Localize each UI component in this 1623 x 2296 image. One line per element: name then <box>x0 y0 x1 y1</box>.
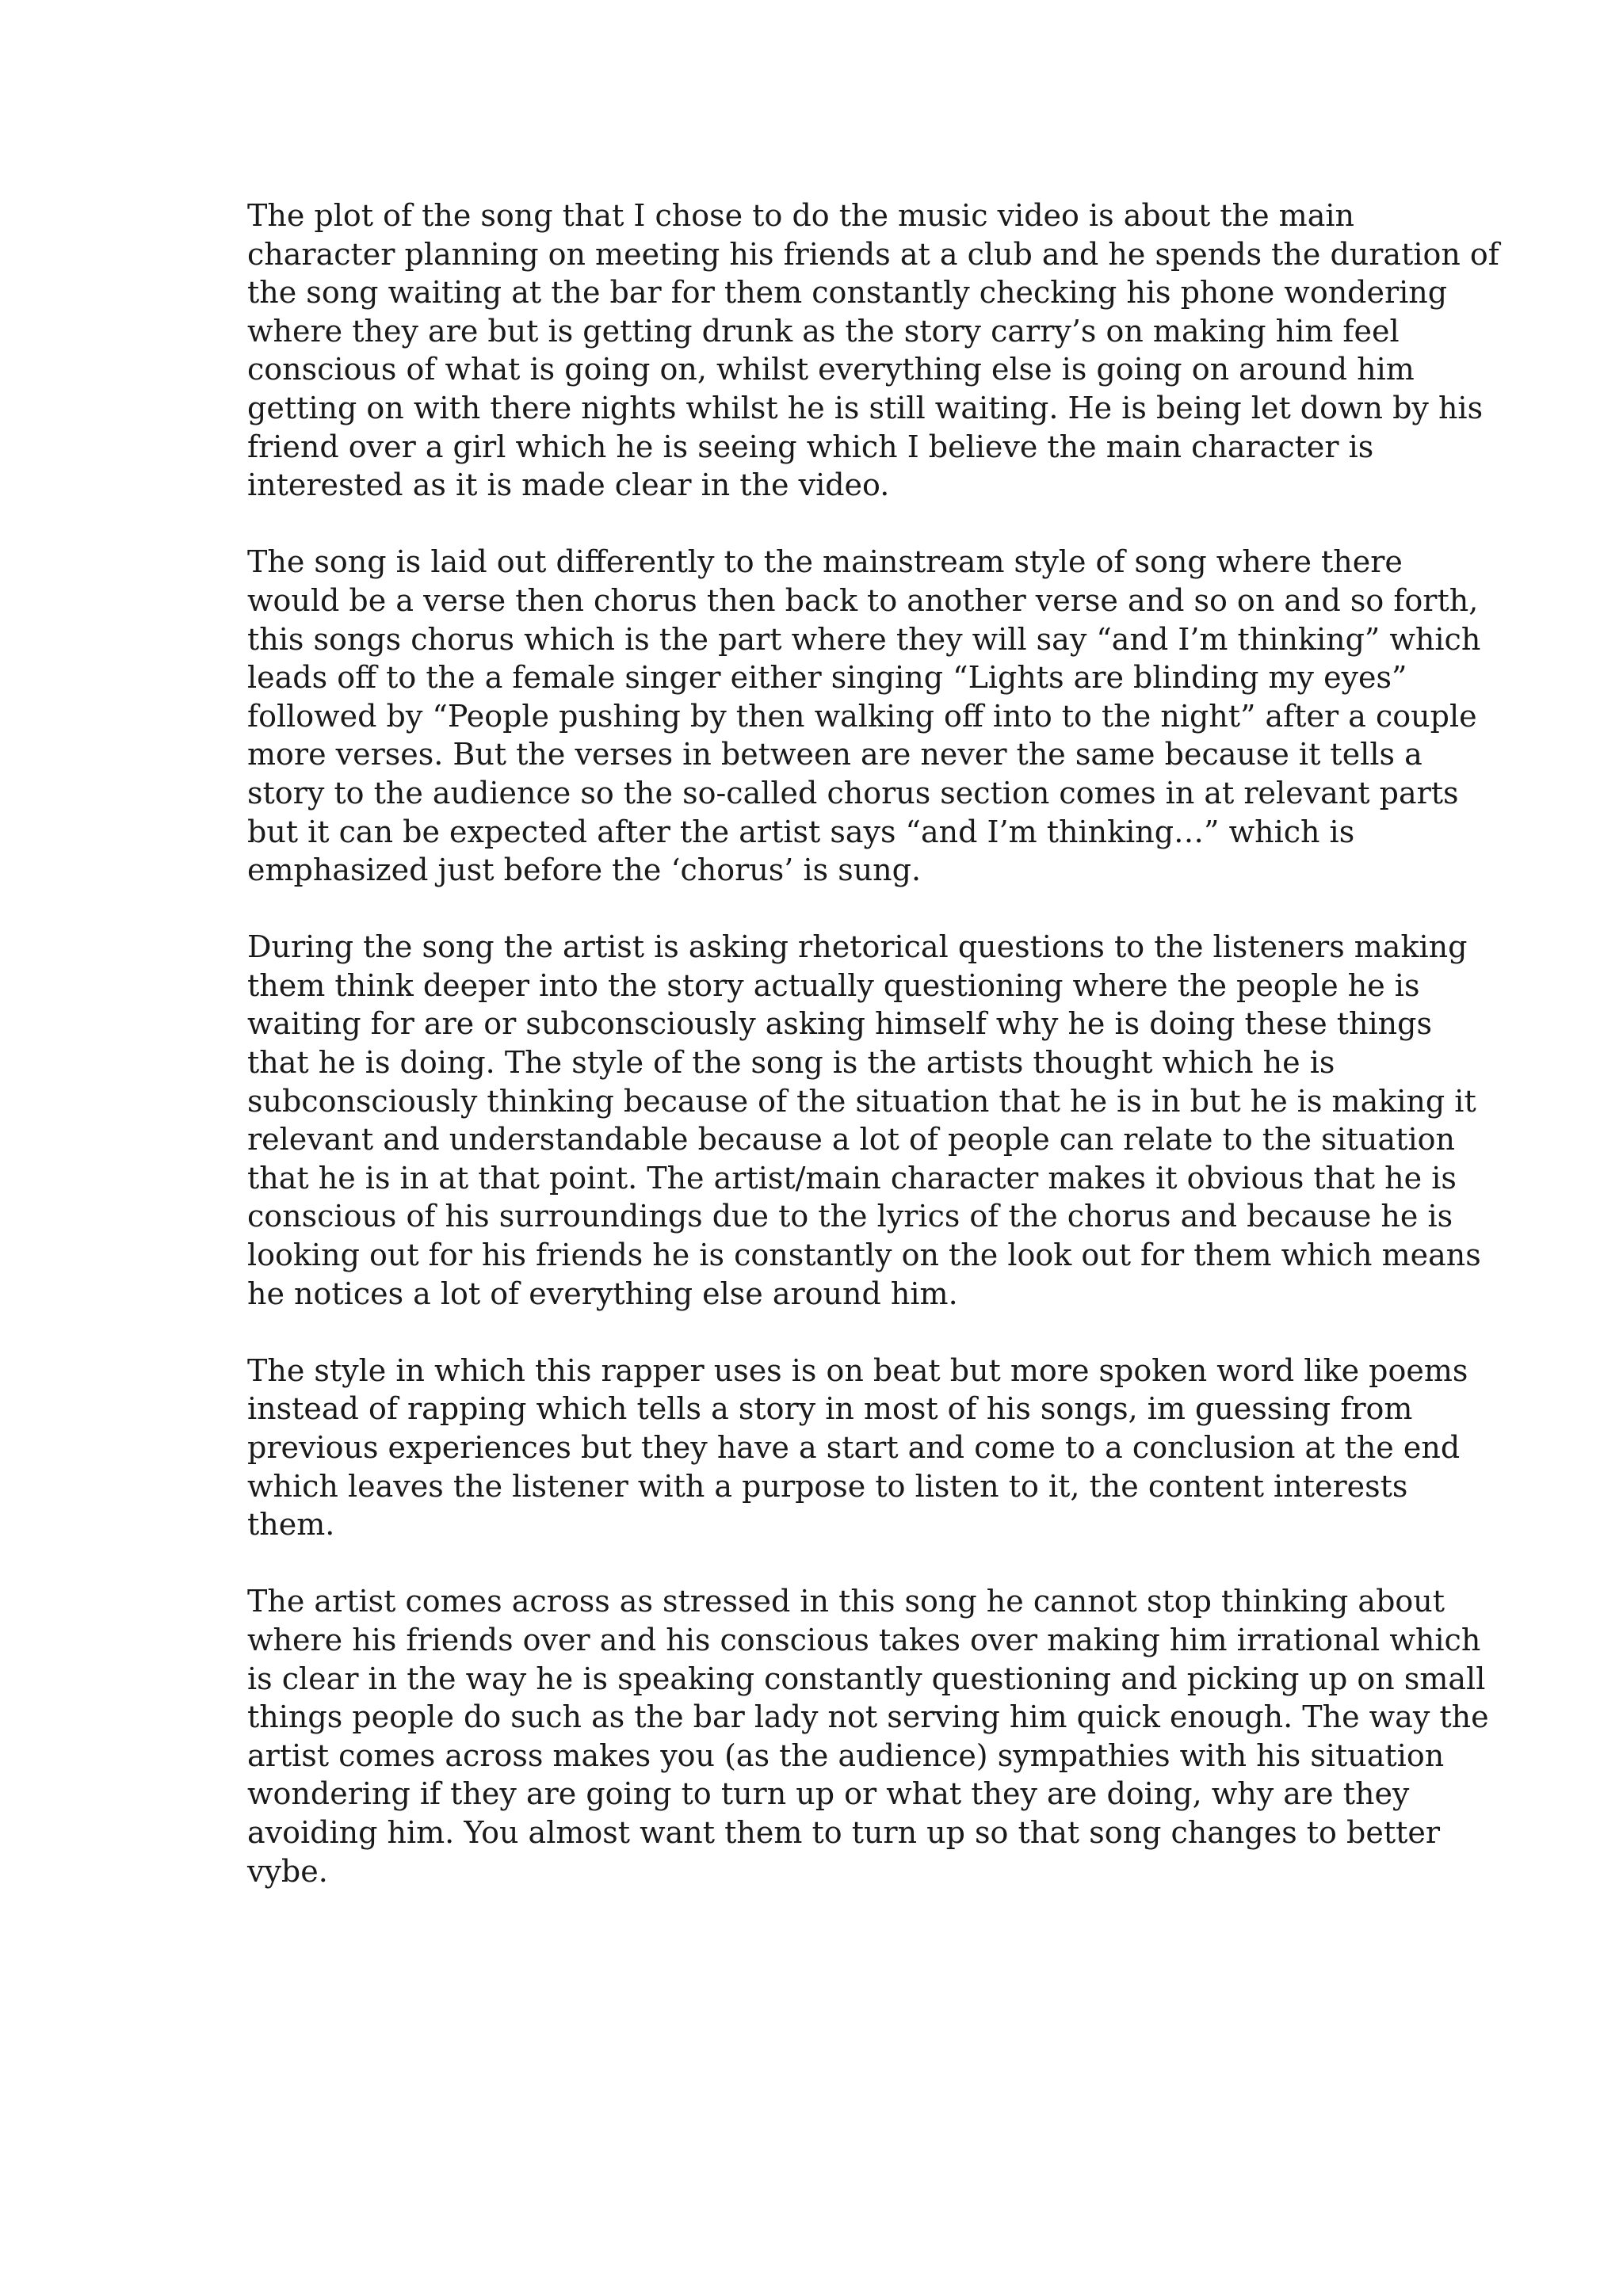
text-line: waiting for are or subconsciously asking himself why he is doing these things <box>247 1006 1432 1042</box>
text-line: but it can be expected after the artist says “and I’m thinking…” which is <box>247 814 1355 849</box>
text-line: The artist comes across as stressed in this song he cannot stop thinking about <box>247 1584 1445 1619</box>
text-line: them think deeper into the story actually questioning where the people he is <box>247 967 1420 1003</box>
text-line: instead of rapping which tells a story in most of his songs, im guessing from <box>247 1391 1413 1427</box>
text-line: the song waiting at the bar for them constantly checking his phone wondering <box>247 275 1448 311</box>
text-line: is clear in the way he is speaking constantly questioning and picking up on small <box>247 1661 1486 1696</box>
text-line: interested as it is made clear in the video. <box>247 467 890 503</box>
text-line: story to the audience so the so-called chorus section comes in at relevant parts <box>247 775 1459 810</box>
text-line: subconsciously thinking because of the situation that he is in but he is making it <box>247 1083 1476 1119</box>
text-line: he notices a lot of everything else around him. <box>247 1276 958 1311</box>
text-line: avoiding him. You almost want them to turn up so that song changes to better <box>247 1814 1441 1850</box>
text-line: more verses. But the verses in between are never the same because it tells a <box>247 737 1423 772</box>
text-line: conscious of his surroundings due to the lyrics of the chorus and because he is <box>247 1199 1453 1234</box>
text-line: The plot of the song that I chose to do the music video is about the main <box>247 198 1355 233</box>
paragraph-conclusion <box>247 1582 1489 1890</box>
text-line: which leaves the listener with a purpose to listen to it, the content interests <box>247 1468 1408 1504</box>
text-line: The song is laid out differently to the mainstream style of song where there <box>247 544 1403 580</box>
text-line: where his friends over and his conscious takes over making him irrational which <box>247 1622 1481 1657</box>
text-line: conscious of what is going on, whilst everything else is going on around him <box>247 352 1415 387</box>
text-line: During the song the artist is asking rhetorical questions to the listeners making <box>247 929 1468 965</box>
text-line: The style in which this rapper uses is on beat but more spoken word like poems <box>247 1352 1468 1388</box>
text-line: leads off to the a female singer either singing “Lights are blinding my eyes” <box>247 660 1407 696</box>
paragraph-rhetorical <box>247 928 1481 1313</box>
text-line: friend over a girl which he is seeing which I believe the main character is <box>247 429 1374 464</box>
text-line: this songs chorus which is the part where they will say “and I’m thinking” which <box>247 621 1481 657</box>
text-line: followed by “People pushing by then walking off into to the night” after a couple <box>247 698 1477 734</box>
paragraph-structure <box>247 543 1481 889</box>
text-line: previous experiences but they have a start and come to a conclusion at the end <box>247 1430 1461 1465</box>
paragraph-plot <box>247 196 1499 505</box>
text-line: character planning on meeting his friends at a club and he spends the duration of <box>247 236 1499 272</box>
text-line: relevant and understandable because a lot of people can relate to the situation <box>247 1122 1455 1158</box>
text-line: vybe. <box>247 1853 328 1889</box>
text-line: where they are but is getting drunk as the story carry’s on making him feel <box>247 313 1400 349</box>
text-line: would be a verse then chorus then back to another verse and so on and so forth, <box>247 582 1479 618</box>
text-line: things people do such as the bar lady not serving him quick enough. The way the <box>247 1699 1489 1735</box>
document-body <box>247 196 1499 1929</box>
paragraph-style <box>247 1352 1468 1544</box>
text-line: wondering if they are going to turn up or what they are doing, why are they <box>247 1776 1410 1812</box>
text-line: that he is doing. The style of the song is the artists thought which he is <box>247 1045 1335 1081</box>
text-line: that he is in at that point. The artist/main character makes it obvious that he is <box>247 1160 1457 1196</box>
text-line: looking out for his friends he is constantly on the look out for them which means <box>247 1238 1481 1273</box>
text-line: getting on with there nights whilst he is still waiting. He is being let down by his <box>247 390 1484 425</box>
text-line: emphasized just before the ‘chorus’ is sung. <box>247 852 922 888</box>
text-line: them. <box>247 1507 335 1543</box>
text-line: artist comes across makes you (as the audience) sympathies with his situation <box>247 1737 1445 1773</box>
